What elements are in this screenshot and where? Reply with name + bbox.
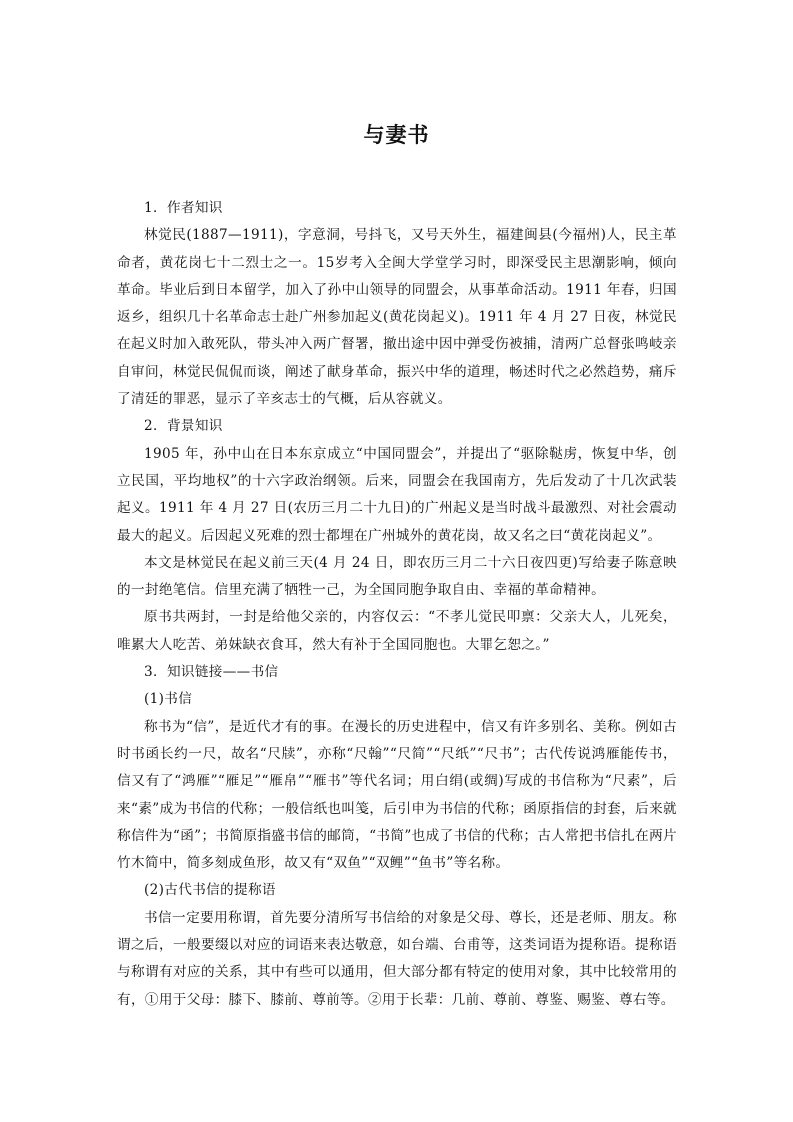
paragraph-salutations: 书信一定要用称谓，首先要分清所写书信给的对象是父母、尊长，还是老师、朋友。称谓之后，一般要缀以对应的词语来表达敬意，如台端、台甫等，这类词语为提称语。提称语与称谓有对应的关系，其中有些可以通用，但大部分都有特定的使用对象，其中比较常用的有，①用于父母：膝下、膝前、尊前等。②用于长辈：几前、尊前、尊鉴、赐鉴、尊右等。 (117, 909, 677, 1008)
paragraph-letter-context: 本文是林觉民在起义前三天(4 月 24 日，即农历三月二十六日夜四更)写给妻子陈意映的一封绝笔信。信里充满了牺牲一己，为全国同胞争取自由、幸福的革命精神。 (117, 554, 677, 599)
paragraph-background: 1905 年，孙中山在日本东京成立“中国同盟会”，并提出了“驱除鞑虏，恢复中华，创立民国，平均地权”的十六字政治纲领。后来，同盟会在我国南方，先后发动了十几次武装起义。1911 年 4 月 27 日(农历三月二十九日)的广州起义是当时战斗最激烈、对社会震动最大的起义。后因起义死难的烈士都埋在广州城外的黄花岗，故又名之曰“黄花岗起义”。 (117, 445, 677, 544)
paragraph-author-bio: 林觉民(1887—1911)，字意洞，号抖飞，又号天外生，福建闽县(今福州)人，民主革命者，黄花岗七十二烈士之一。15岁考入全闽大学堂学习时，即深受民主思潮影响，倾向革命。毕业后到日本留学，加入了孙中山领导的同盟会，从事革命活动。1911 年春，归国返乡，组织几十名革命志士赴广州参加起义(黄花岗起义)。1911 年 4 月 27 日夜，林觉民在起义时加入敢死队，带头冲入两广督署，撤出途中因中弹受伤被捕，清两广总督张鸣岐亲自审问，林觉民侃侃而谈，阐述了献身革命，振兴中华的道理，畅述时代之必然趋势，痛斥了清廷的罪恶，显示了辛亥志士的气概，后从容就义。 (117, 227, 677, 408)
paragraph-letter-names: 称书为“信”，是近代才有的事。在漫长的历史进程中，信又有许多别名、美称。例如古时书函长约一尺，故名“尺牍”，亦称“尺翰”“尺简”“尺纸”“尺书”；古代传说鸿雁能传书，信又有了“鸿雁”“雁足”“雁帛”“雁书”等代名词；用白绢(或绸)写成的书信称为“尺素”，后来“素”成为书信的代称；一般信纸也叫笺，后引申为书信的代称；函原指信的封套，后来就称信件为“函”；书简原指盛书信的邮筒，“书简”也成了书信的代称；古人常把书信扎在两片竹木简中，简多刻成鱼形，故又有“双鱼”“双鲤”“鱼书”等名称。 (117, 718, 677, 872)
section-heading-background: 2．背景知识 (144, 418, 223, 435)
paragraph-father-letter: 原书共两封，一封是给他父亲的，内容仅云：“不孝儿觉民叩禀：父亲大人，儿死矣，唯累大人吃苦、弟妹缺衣食耳，然大有补于全国同胞也。大罪乞恕之。” (117, 609, 677, 653)
document-body (117, 195, 677, 1014)
subheading-salutations: (2)古代书信的提称语 (144, 882, 276, 899)
section-heading-letters: 3．知识链接——书信 (144, 664, 279, 681)
section-heading-author: 1．作者知识 (144, 200, 223, 216)
subheading-letters: (1)书信 (144, 691, 193, 708)
page-title: 与妻书 (363, 122, 430, 147)
